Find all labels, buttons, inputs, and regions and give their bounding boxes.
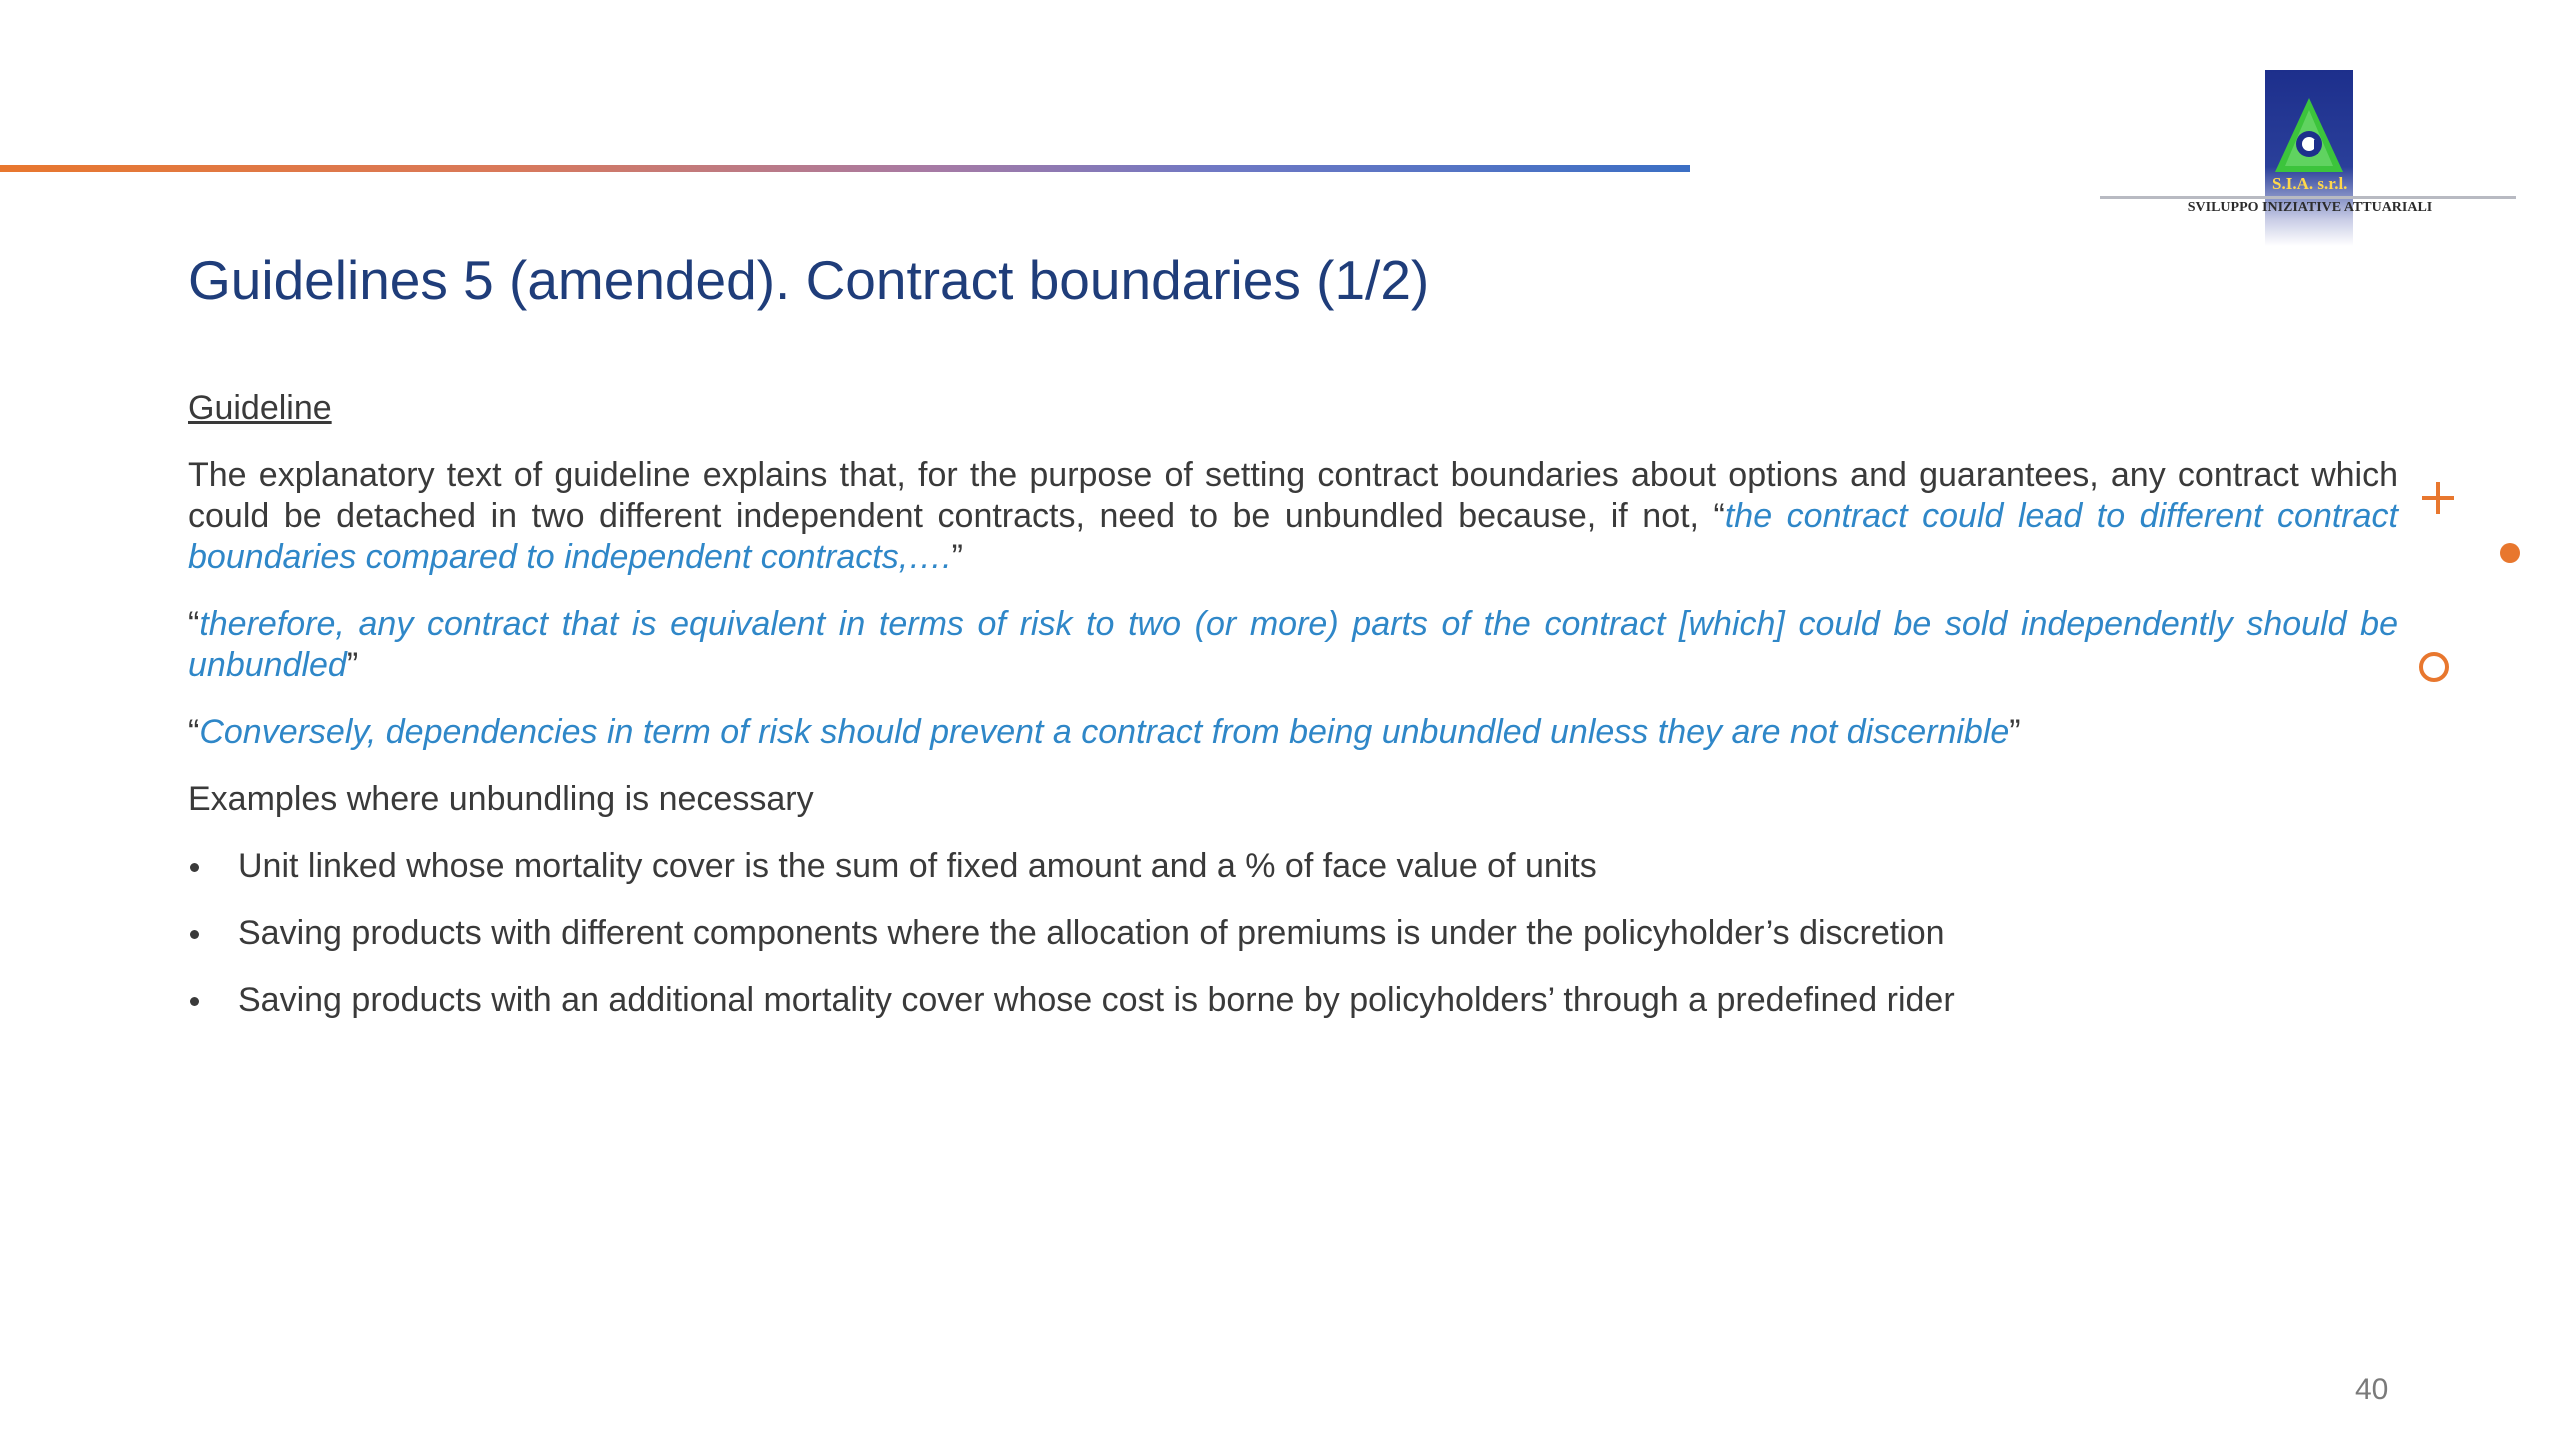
quote-therefore-close: ” (346, 646, 359, 684)
quote-conversely-close: ” (2009, 713, 2021, 751)
quote-therefore (188, 604, 2398, 686)
examples-list (188, 846, 2398, 1021)
quote-conversely-text: Conversely, dependencies in term of risk should prevent a contract from being unbundled unless they are not discernible (199, 713, 2010, 751)
logo-underline (2100, 196, 2516, 199)
paragraph-explanatory-text: The explanatory text of guideline explains that, for the purpose of setting contract boundaries about options and guarantees, any contract which could be detached in two different independent contracts, need to be unbundled because, if not, “ (188, 456, 2398, 535)
quote-conversely-open: “ (188, 713, 200, 751)
logo-subtitle: SVILUPPO INIZIATIVE ATTUARIALI (2187, 200, 2433, 215)
header-gradient-rule (0, 165, 1690, 172)
logo-abbreviation: S.I.A. s.r.l. (2272, 174, 2348, 193)
paragraph-explanatory-quote: the contract could lead to different contract boundaries compared to independent contracts,…. (188, 497, 2398, 576)
plus-icon (2422, 482, 2454, 514)
slide-title: Guidelines 5 (amended). Contract boundaries (1/2) (188, 249, 1430, 311)
quote-conversely (188, 712, 2398, 753)
dot-icon (2500, 543, 2520, 563)
ring-icon (2419, 652, 2449, 682)
section-heading: Guideline (188, 389, 332, 427)
list-item: Saving products with different components where the allocation of premiums is under the policyholder’s discretion (188, 913, 2398, 954)
slide-content (188, 388, 2398, 1047)
paragraph-explanatory-close: ” (951, 538, 963, 576)
paragraph-explanatory (188, 455, 2398, 578)
quote-therefore-open: “ (188, 605, 200, 643)
list-item: Unit linked whose mortality cover is the sum of fixed amount and a % of face value of units (188, 846, 2398, 887)
examples-heading: Examples where unbundling is necessary (188, 780, 814, 818)
company-logo (2100, 68, 2520, 258)
page-number: 40 (2355, 1373, 2389, 1406)
list-item: Saving products with an additional mortality cover whose cost is borne by policyholders’ through a predefined rider (188, 980, 2398, 1021)
quote-therefore-text: therefore, any contract that is equivalent in terms of risk to two (or more) parts of the contract [which] could be sold independently should be unbundled (188, 605, 2398, 684)
